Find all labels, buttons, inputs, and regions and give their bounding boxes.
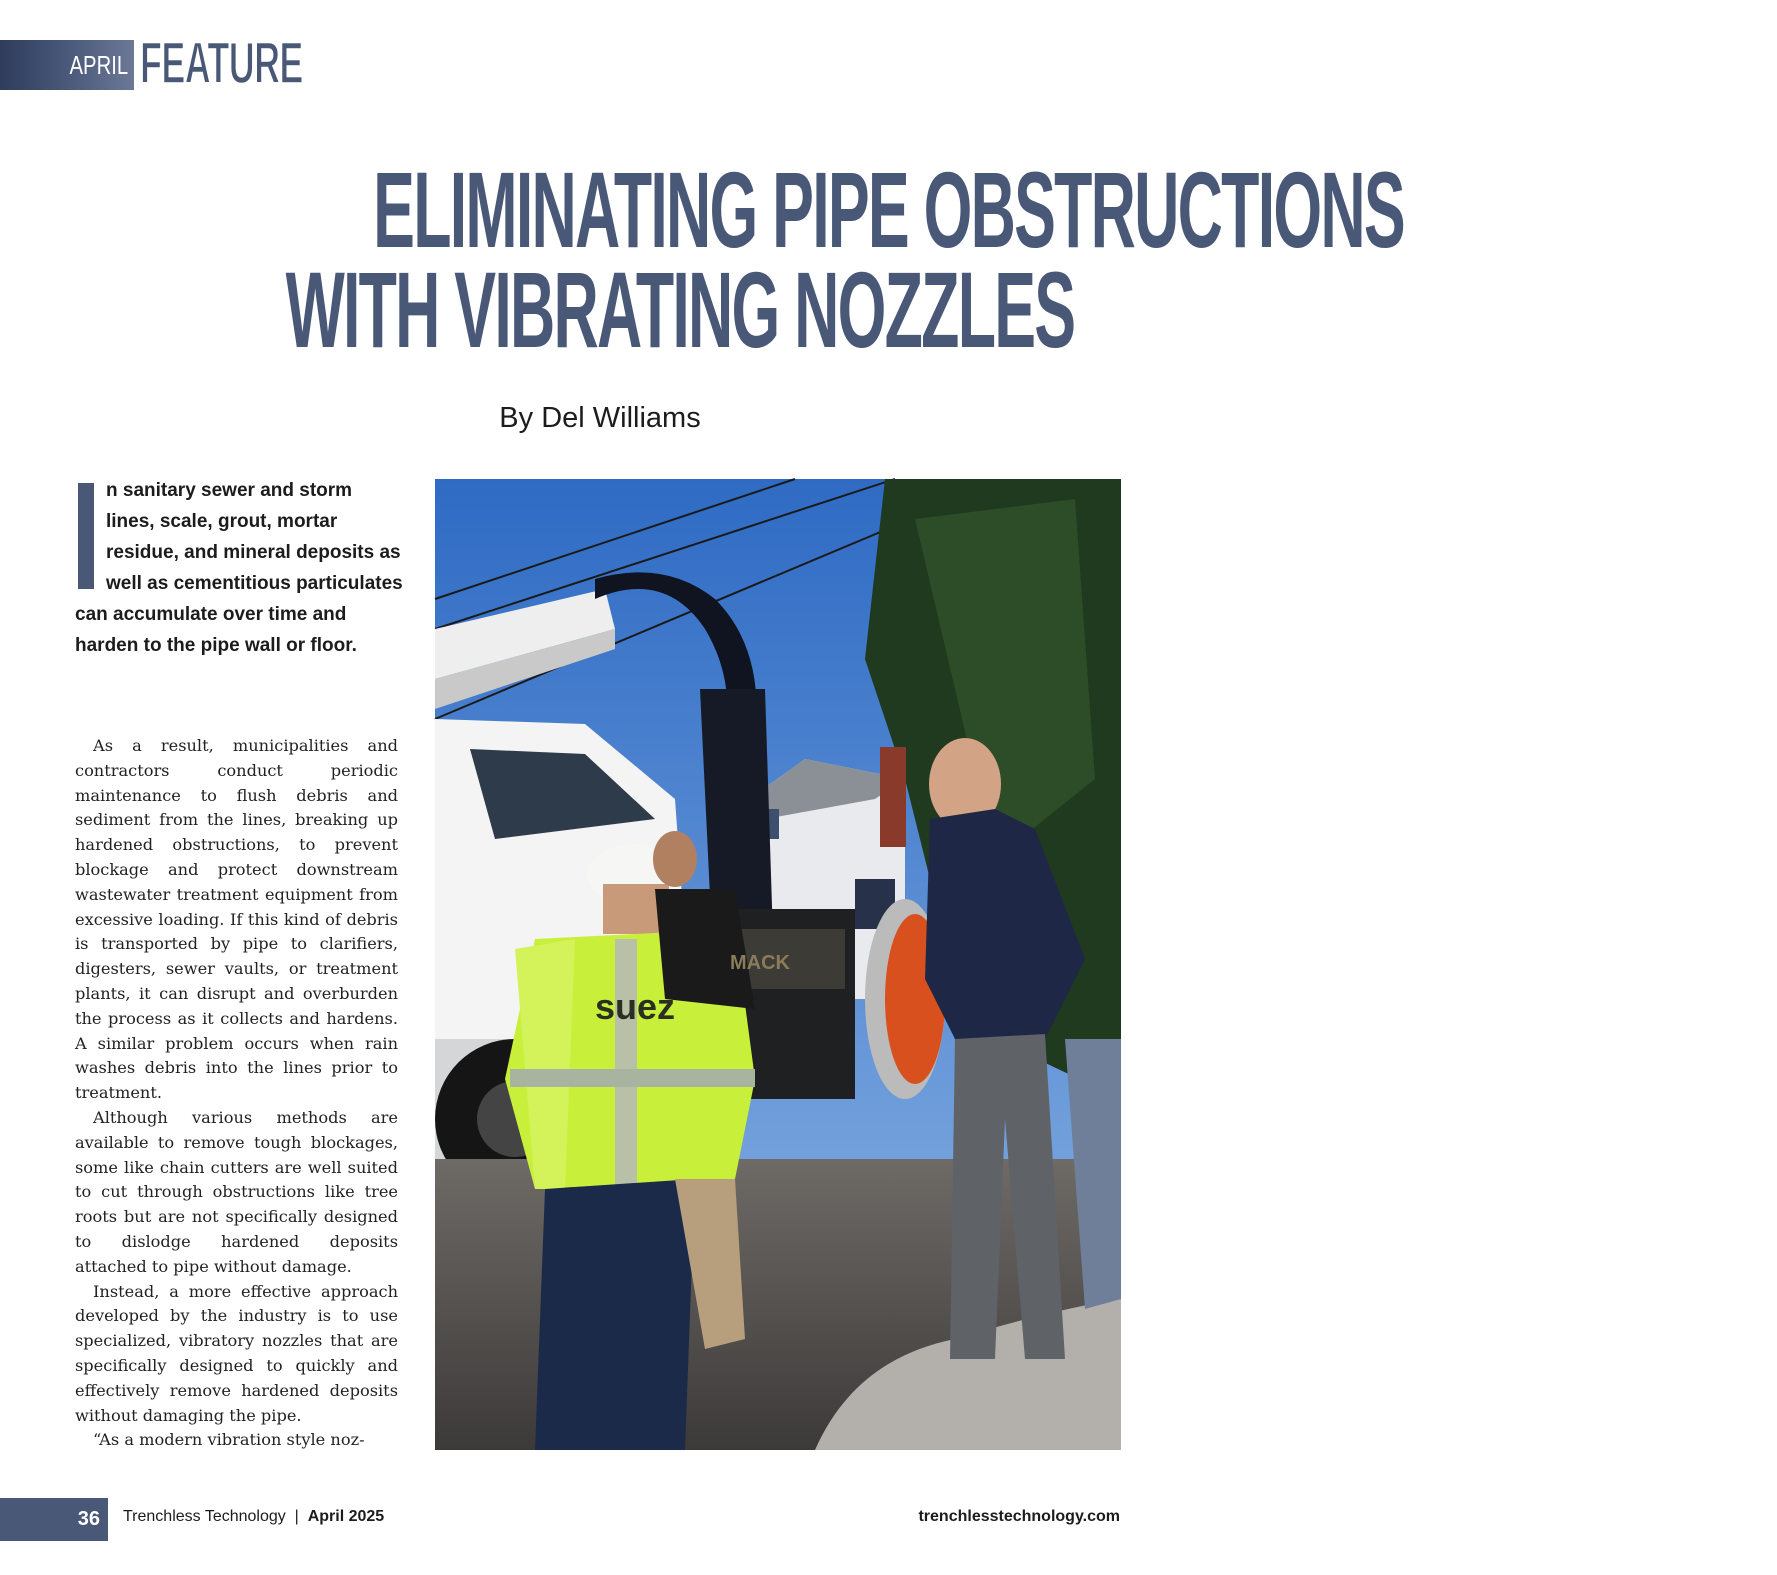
photo-illustration xyxy=(435,479,1121,1450)
article-title-line-1: ELIMINATING PIPE OBSTRUCTIONS xyxy=(373,149,1404,270)
section-label: FEATURE xyxy=(140,31,303,96)
issue-date: April 2025 xyxy=(307,1508,385,1525)
body-paragraph: As a result, municipalities and contractors conduct periodic maintenance to flush debris and sediment from the lines, breaking up hardened obstructions, to prevent blockage and protect downstream wastewater treatment equipment from excessive loading. If this kind of debris is transported by pipe to clarifiers, digesters, sewer vaults, or treatment plants, it can disrupt and overburden the process as it collects and hardens. A similar problem occurs when rain washes debris into the lines prior to treatment. xyxy=(75,736,398,1103)
article-title-line-2: WITH VIBRATING NOZZLES xyxy=(285,249,1075,370)
body-paragraph: “As a modern vibration style noz- xyxy=(93,1430,365,1450)
lead-text: n sanitary sewer and storm lines, scale, grout, mortar residue, and mineral deposits as well as cementitious particulates can accumulate over time and harden to the pipe wall or floor. xyxy=(75,480,403,656)
lead-paragraph xyxy=(75,475,405,661)
footer-separator: | xyxy=(294,1508,299,1525)
grille-logo: MACK xyxy=(730,952,790,974)
website-url: trenchlesstechnology.com xyxy=(918,1508,1120,1525)
section-month: APRIL xyxy=(69,50,128,80)
vest-logo: suez xyxy=(595,986,676,1027)
article-photo xyxy=(435,479,1121,1450)
drop-cap xyxy=(78,483,94,589)
article-body xyxy=(75,734,398,1453)
section-banner xyxy=(0,40,134,90)
byline: By Del Williams xyxy=(499,402,701,434)
footer-publication xyxy=(123,1508,384,1526)
article-title xyxy=(0,149,1404,370)
page-number: 36 xyxy=(77,1508,100,1530)
body-paragraph: Instead, a more effective approach developed by the industry is to use specialized, vibratory nozzles that are specifically designed to quickly and effectively remove hardened deposits without damaging the pipe. xyxy=(75,1281,398,1425)
body-paragraph: Although various methods are available to remove tough blockages, some like chain cutters are well suited to cut through obstructions like tree roots but are not specifically designed to dislodge hardened deposits attached to pipe without damage. xyxy=(75,1107,398,1276)
publication-name: Trenchless Technology xyxy=(123,1508,286,1525)
